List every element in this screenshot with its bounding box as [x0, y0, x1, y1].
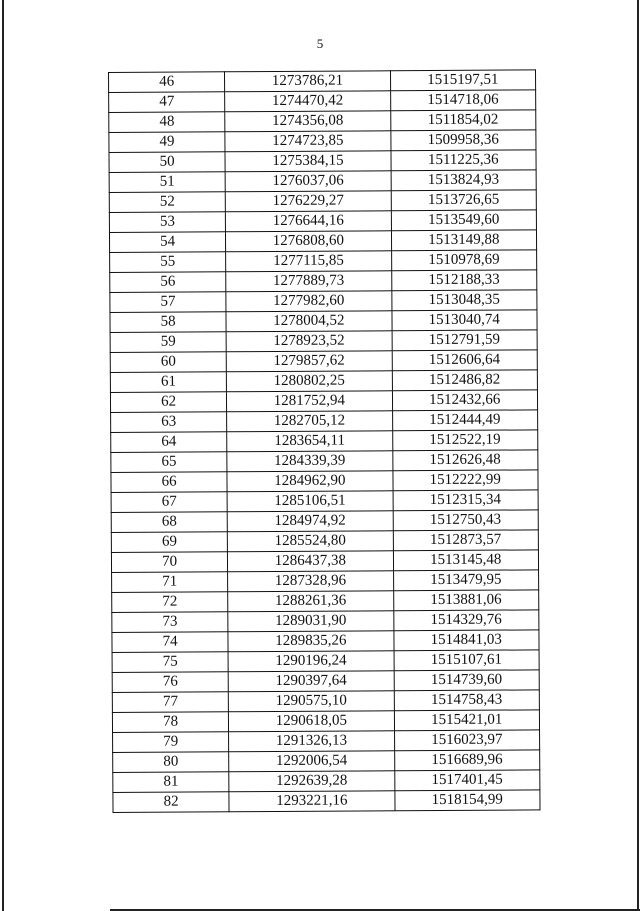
y-coordinate-cell: 1509958,36: [390, 130, 536, 151]
table-row: [111, 470, 538, 493]
point-number-cell: 52: [109, 192, 225, 213]
table-row: [110, 270, 537, 293]
point-number-cell: 53: [109, 212, 225, 233]
table-row: [112, 690, 539, 713]
x-coordinate-cell: 1288261,36: [228, 591, 393, 612]
x-coordinate-cell: 1290618,05: [229, 711, 394, 732]
table-row: [112, 570, 539, 593]
page-edge-left: [2, 0, 4, 911]
table-row: [110, 370, 537, 393]
x-coordinate-cell: 1293221,16: [229, 791, 394, 812]
table-row: [110, 350, 537, 373]
y-coordinate-cell: 1514329,76: [393, 610, 539, 631]
y-coordinate-cell: 1510978,69: [391, 250, 537, 271]
x-coordinate-cell: 1276229,27: [225, 191, 390, 212]
table-row: [109, 190, 536, 213]
table-row: [109, 230, 536, 253]
point-number-cell: 48: [109, 112, 225, 133]
point-number-cell: 78: [112, 712, 228, 733]
table-row: [111, 490, 538, 513]
x-coordinate-cell: 1274470,42: [225, 91, 390, 112]
point-number-cell: 60: [110, 352, 226, 373]
x-coordinate-cell: 1278923,52: [226, 331, 391, 352]
y-coordinate-cell: 1517401,45: [394, 770, 540, 791]
x-coordinate-cell: 1276644,16: [226, 211, 391, 232]
y-coordinate-cell: 1512750,43: [393, 510, 539, 531]
x-coordinate-cell: 1277115,85: [226, 251, 391, 272]
point-number-cell: 79: [113, 732, 229, 753]
point-number-cell: 81: [113, 772, 229, 793]
x-coordinate-cell: 1284974,92: [227, 511, 392, 532]
y-coordinate-cell: 1516689,96: [394, 750, 540, 771]
table-row: [113, 730, 540, 753]
point-number-cell: 49: [109, 132, 225, 153]
x-coordinate-cell: 1273786,21: [225, 71, 390, 92]
y-coordinate-cell: 1512626,48: [392, 450, 538, 471]
y-coordinate-cell: 1512522,19: [392, 430, 538, 451]
table-row: [112, 610, 539, 633]
y-coordinate-cell: 1511854,02: [390, 110, 536, 131]
point-number-cell: 66: [111, 472, 227, 493]
y-coordinate-cell: 1514758,43: [394, 690, 540, 711]
table-row: [110, 330, 537, 353]
y-coordinate-cell: 1513881,06: [393, 590, 539, 611]
point-number-cell: 61: [110, 372, 226, 393]
table-row: [110, 250, 537, 273]
y-coordinate-cell: 1512432,66: [392, 390, 538, 411]
point-number-cell: 63: [111, 412, 227, 433]
point-number-cell: 57: [110, 292, 226, 313]
y-coordinate-cell: 1513145,48: [393, 550, 539, 571]
table-row: [113, 790, 540, 813]
coordinates-table: [108, 69, 541, 813]
table-row: [112, 630, 539, 653]
point-number-cell: 69: [111, 532, 227, 553]
x-coordinate-cell: 1274356,08: [225, 111, 390, 132]
point-number-cell: 58: [110, 312, 226, 333]
point-number-cell: 54: [109, 232, 225, 253]
x-coordinate-cell: 1279857,62: [226, 351, 391, 372]
coordinates-table-body: [109, 70, 541, 813]
y-coordinate-cell: 1514739,60: [394, 670, 540, 691]
point-number-cell: 56: [110, 272, 226, 293]
point-number-cell: 46: [109, 72, 225, 93]
x-coordinate-cell: 1275384,15: [225, 151, 390, 172]
y-coordinate-cell: 1518154,99: [394, 790, 540, 811]
table-row: [112, 590, 539, 613]
x-coordinate-cell: 1290196,24: [228, 651, 393, 672]
y-coordinate-cell: 1515107,61: [394, 650, 540, 671]
point-number-cell: 51: [109, 172, 225, 193]
y-coordinate-cell: 1512188,33: [391, 270, 537, 291]
x-coordinate-cell: 1283654,11: [227, 431, 392, 452]
table-row: [109, 170, 536, 193]
x-coordinate-cell: 1291326,13: [229, 731, 394, 752]
point-number-cell: 47: [109, 92, 225, 113]
x-coordinate-cell: 1280802,25: [227, 371, 392, 392]
point-number-cell: 72: [112, 592, 228, 613]
page-number: 5: [316, 36, 324, 51]
y-coordinate-cell: 1515421,01: [394, 710, 540, 731]
point-number-cell: 65: [111, 452, 227, 473]
point-number-cell: 67: [111, 492, 227, 513]
y-coordinate-cell: 1513479,95: [393, 570, 539, 591]
y-coordinate-cell: 1512222,99: [392, 470, 538, 491]
x-coordinate-cell: 1289031,90: [228, 611, 393, 632]
point-number-cell: 76: [112, 672, 228, 693]
x-coordinate-cell: 1282705,12: [227, 411, 392, 432]
table-row: [109, 70, 536, 93]
point-number-cell: 73: [112, 612, 228, 633]
y-coordinate-cell: 1513048,35: [391, 290, 537, 311]
x-coordinate-cell: 1292639,28: [229, 771, 394, 792]
point-number-cell: 75: [112, 652, 228, 673]
table-row: [112, 710, 539, 733]
table-row: [111, 530, 538, 553]
table-row: [111, 450, 538, 473]
point-number-cell: 68: [111, 512, 227, 533]
y-coordinate-cell: 1513040,74: [391, 310, 537, 331]
y-coordinate-cell: 1512315,34: [393, 490, 539, 511]
y-coordinate-cell: 1512873,57: [393, 530, 539, 551]
page-edge-right: [637, 0, 639, 911]
point-number-cell: 55: [110, 252, 226, 273]
x-coordinate-cell: 1284962,90: [227, 471, 392, 492]
x-coordinate-cell: 1277982,60: [226, 291, 391, 312]
y-coordinate-cell: 1513726,65: [391, 190, 537, 211]
x-coordinate-cell: 1290575,10: [229, 691, 394, 712]
point-number-cell: 74: [112, 632, 228, 653]
x-coordinate-cell: 1286437,38: [228, 551, 393, 572]
point-number-cell: 82: [113, 792, 229, 813]
y-coordinate-cell: 1513549,60: [391, 210, 537, 231]
y-coordinate-cell: 1512606,64: [392, 350, 538, 371]
table-row: [113, 770, 540, 793]
point-number-cell: 70: [111, 552, 227, 573]
x-coordinate-cell: 1277889,73: [226, 271, 391, 292]
x-coordinate-cell: 1285524,80: [228, 531, 393, 552]
x-coordinate-cell: 1276808,60: [226, 231, 391, 252]
point-number-cell: 64: [111, 432, 227, 453]
x-coordinate-cell: 1284339,39: [227, 451, 392, 472]
point-number-cell: 71: [112, 572, 228, 593]
table-row: [112, 670, 539, 693]
x-coordinate-cell: 1292006,54: [229, 751, 394, 772]
table-row: [109, 90, 536, 113]
y-coordinate-cell: 1516023,97: [394, 730, 540, 751]
table-row: [109, 130, 536, 153]
table-row: [111, 430, 538, 453]
table-row: [111, 410, 538, 433]
y-coordinate-cell: 1514718,06: [390, 90, 536, 111]
point-number-cell: 59: [110, 332, 226, 353]
x-coordinate-cell: 1285106,51: [227, 491, 392, 512]
table-row: [112, 650, 539, 673]
y-coordinate-cell: 1512486,82: [392, 370, 538, 391]
y-coordinate-cell: 1512791,59: [392, 330, 538, 351]
table-row: [111, 510, 538, 533]
point-number-cell: 77: [112, 692, 228, 713]
point-number-cell: 62: [110, 392, 226, 413]
x-coordinate-cell: 1278004,52: [226, 311, 391, 332]
x-coordinate-cell: 1287328,96: [228, 571, 393, 592]
x-coordinate-cell: 1281752,94: [227, 391, 392, 412]
table-row: [110, 390, 537, 413]
y-coordinate-cell: 1515197,51: [390, 70, 536, 91]
y-coordinate-cell: 1512444,49: [392, 410, 538, 431]
x-coordinate-cell: 1276037,06: [225, 171, 390, 192]
table-row: [110, 310, 537, 333]
table-row: [113, 750, 540, 773]
x-coordinate-cell: 1290397,64: [228, 671, 393, 692]
y-coordinate-cell: 1513824,93: [391, 170, 537, 191]
point-number-cell: 80: [113, 752, 229, 773]
x-coordinate-cell: 1289835,26: [228, 631, 393, 652]
y-coordinate-cell: 1513149,88: [391, 230, 537, 251]
y-coordinate-cell: 1511225,36: [391, 150, 537, 171]
y-coordinate-cell: 1514841,03: [393, 630, 539, 651]
point-number-cell: 50: [109, 152, 225, 173]
x-coordinate-cell: 1274723,85: [225, 131, 390, 152]
table-row: [111, 550, 538, 573]
table-row: [110, 290, 537, 313]
table-row: [109, 110, 536, 133]
table-row: [109, 210, 536, 233]
table-row: [109, 150, 536, 173]
